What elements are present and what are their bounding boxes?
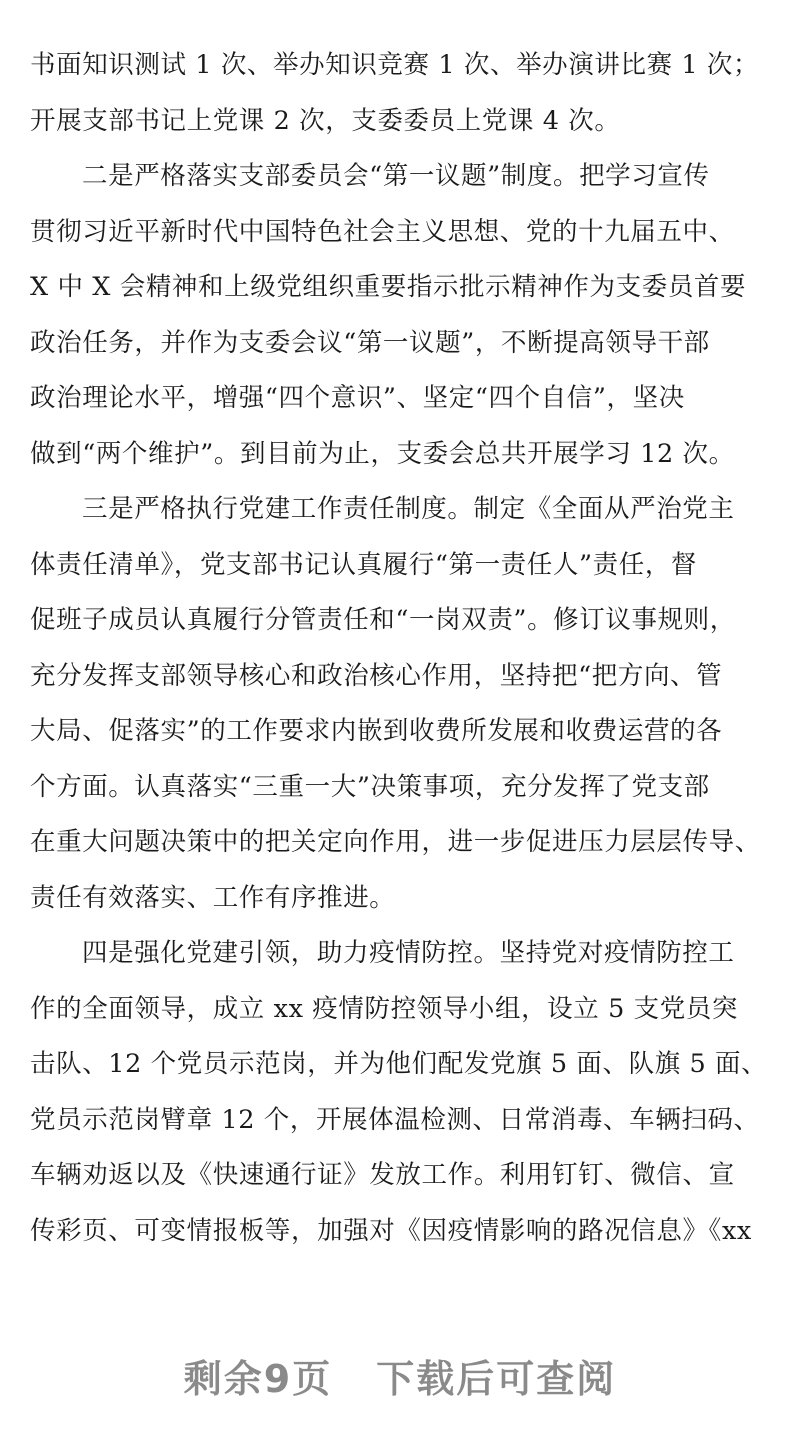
download-to-view-label: 下载后可查阅 (376, 1357, 617, 1401)
document-body (30, 38, 770, 1259)
text-line: 党员示范岗臂章 12 个，开展体温检测、日常消毒、车辆扫码、 (30, 1104, 760, 1135)
text-line: 政治任务，并作为支委会议“第一议题”，不断提高领导干部 (30, 327, 710, 358)
text-line: 责任有效落实、工作有序推进。 (30, 882, 396, 913)
text-line: 大局、促落实”的工作要求内嵌到收费所发展和收费运营的各 (30, 716, 723, 746)
text-line: X 中 X 会精神和上级党组织重要指示批示精神作为支委员首要 (30, 272, 747, 302)
paragraph-start-line: 二是严格落实支部委员会“第一议题”制度。把学习宣传 (82, 161, 710, 191)
paragraph-start-line: 三是严格执行党建工作责任制度。制定《全面从严治党主 (82, 494, 735, 524)
text-line: 开展支部书记上党课 2 次，支委委员上党课 4 次。 (30, 105, 621, 136)
text-line: 书面知识测试 1 次、举办知识竞赛 1 次、举办演讲比赛 1 次； (30, 50, 760, 80)
text-line: 做到“两个维护”。到目前为止，支委会总共开展学习 12 次。 (30, 438, 735, 469)
paragraph-start-line: 四是强化党建引领，助力疫情防控。坚持党对疫情防控工 (82, 938, 735, 968)
text-line: 击队、12 个党员示范岗，并为他们配发党旗 5 面、队旗 5 面、 (30, 1049, 768, 1079)
text-line: 促班子成员认真履行分管责任和“一岗双责”。修订议事规则， (30, 605, 736, 635)
text-line: 个方面。认真落实“三重一大”决策事项，充分发挥了党支部 (30, 771, 710, 802)
text-line: 贯彻习近平新时代中国特色社会主义思想、党的十九届五中、 (30, 216, 735, 247)
text-line: 充分发挥支部领导核心和政治核心作用，坚持把“把方向、管 (30, 660, 723, 691)
text-line: 车辆劝返以及《快速通行证》发放工作。利用钉钉、微信、宣 (30, 1160, 735, 1190)
text-line: 在重大问题决策中的把关定向作用，进一步促进压力层层传导、 (30, 827, 761, 857)
download-prompt-banner[interactable] (0, 1348, 800, 1403)
text-line: 作的全面领导，成立 xx 疫情防控领导小组，设立 5 支党员突 (30, 993, 739, 1024)
text-line: 体责任清单》，党支部书记认真履行“第一责任人”责任，督 (30, 549, 698, 580)
remaining-pages-label: 剩余9页 (183, 1357, 333, 1401)
text-line: 传彩页、可变情报板等，加强对《因疫情影响的路况信息》《xx (30, 1215, 752, 1246)
text-line: 政治理论水平，增强“四个意识”、坚定“四个自信”，坚决 (30, 383, 685, 413)
